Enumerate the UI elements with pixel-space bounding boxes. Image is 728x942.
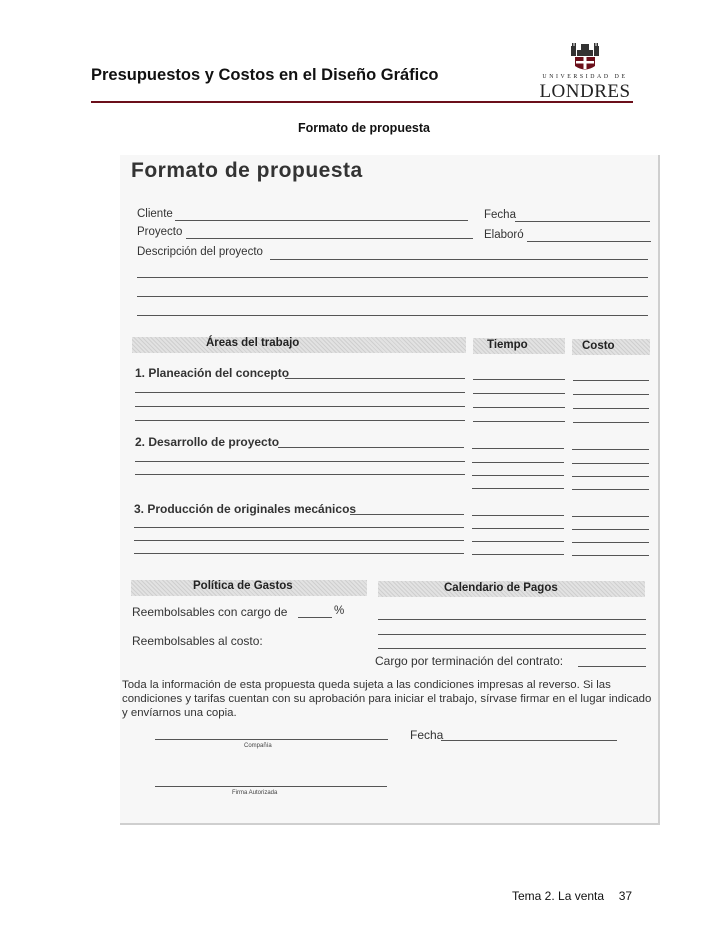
- cargo-terminacion-line: [578, 666, 646, 667]
- crest-icon: [535, 40, 635, 74]
- cliente-line: [175, 220, 468, 221]
- compania-line: [155, 739, 388, 740]
- tiempo-line: [472, 541, 564, 542]
- section-1-label: 1. Planeación del concepto: [135, 366, 290, 380]
- calendario-line: [378, 634, 646, 635]
- terms-paragraph: Toda la información de esta propuesta queda sujeta a las condiciones impresas al reverso. Si las condiciones y tarifas cuentan con su aprobación para iniciar el trabajo, sírvase firmar en el lugar indicado y envíarnos una copia.: [122, 679, 652, 719]
- signature-fecha-label: Fecha: [410, 728, 444, 742]
- costo-line: [573, 408, 649, 409]
- tiempo-line: [472, 475, 564, 476]
- descripcion-line: [137, 277, 648, 278]
- compania-label: Compañía: [244, 743, 272, 749]
- reembolsables-cargo-label: Reembolsables con cargo de: [132, 605, 288, 619]
- proyecto-line: [186, 238, 473, 239]
- tiempo-line: [473, 421, 565, 422]
- section-line: [350, 514, 464, 515]
- descripcion-label: Descripción del proyecto: [137, 246, 263, 258]
- tiempo-line: [472, 462, 564, 463]
- tiempo-line: [472, 488, 564, 489]
- logo-name-text: LONDRES: [539, 81, 631, 102]
- calendario-line: [378, 619, 646, 620]
- descripcion-line: [137, 296, 648, 297]
- tiempo-line: [473, 379, 565, 380]
- form-title: Formato de propuesta: [131, 159, 363, 182]
- document-subtitle: Formato de propuesta: [298, 121, 430, 135]
- section-line: [135, 406, 465, 407]
- costo-line: [572, 489, 649, 490]
- costo-line: [572, 463, 649, 464]
- costo-line: [572, 529, 649, 530]
- cargo-terminacion-label: Cargo por terminación del contrato:: [375, 654, 564, 668]
- costo-line: [572, 555, 649, 556]
- section-3-label: 3. Producción de originales mecánicos: [134, 502, 357, 516]
- politica-title: Política de Gastos: [193, 580, 293, 592]
- section-line: [135, 461, 465, 462]
- percent-sign: %: [334, 605, 345, 617]
- firma-line: [155, 786, 387, 787]
- section-line: [134, 527, 464, 528]
- cliente-label: Cliente: [137, 208, 173, 220]
- costo-line: [573, 380, 649, 381]
- logo-university-text: UNIVERSIDAD DE: [542, 74, 628, 80]
- section-line: [278, 447, 464, 448]
- tiempo-line: [473, 407, 565, 408]
- section-2-label: 2. Desarrollo de proyecto: [135, 435, 280, 449]
- costo-line: [572, 476, 649, 477]
- reembolsables-costo-label: Reembolsables al costo:: [132, 634, 263, 648]
- section-line: [135, 392, 465, 393]
- tiempo-line: [473, 393, 565, 394]
- costo-line: [573, 394, 649, 395]
- costo-line: [572, 516, 649, 517]
- page-number: 37: [618, 889, 633, 903]
- fecha-label: Fecha: [484, 209, 516, 221]
- elaboro-label: Elaboró: [484, 229, 524, 241]
- costo-line: [573, 422, 649, 423]
- areas-header-label: Áreas del trabajo: [206, 337, 300, 349]
- percent-line: [298, 617, 332, 618]
- calendario-title: Calendario de Pagos: [444, 582, 558, 594]
- tiempo-line: [472, 554, 564, 555]
- document-header-title: Presupuestos y Costos en el Diseño Gráfico: [91, 66, 439, 84]
- tiempo-header-label: Tiempo: [487, 339, 528, 351]
- descripcion-line: [270, 259, 648, 260]
- elaboro-line: [527, 241, 651, 242]
- fecha-line: [515, 221, 650, 222]
- proyecto-label: Proyecto: [137, 226, 183, 238]
- section-line: [134, 553, 464, 554]
- signature-fecha-line: [441, 740, 617, 741]
- tiempo-line: [472, 528, 564, 529]
- tiempo-line: [472, 448, 564, 449]
- descripcion-line: [137, 315, 648, 316]
- costo-header-label: Costo: [582, 340, 615, 352]
- costo-line: [572, 542, 649, 543]
- calendario-line: [378, 648, 646, 649]
- section-line: [135, 420, 465, 421]
- costo-line: [572, 449, 649, 450]
- firma-label: Firma Autorizada: [232, 790, 278, 796]
- section-line: [135, 474, 465, 475]
- tiempo-line: [472, 515, 564, 516]
- footer-text: Tema 2. La venta: [512, 889, 605, 903]
- page-footer: [512, 889, 632, 903]
- university-logo: [535, 40, 635, 102]
- section-line: [285, 378, 465, 379]
- section-line: [134, 540, 464, 541]
